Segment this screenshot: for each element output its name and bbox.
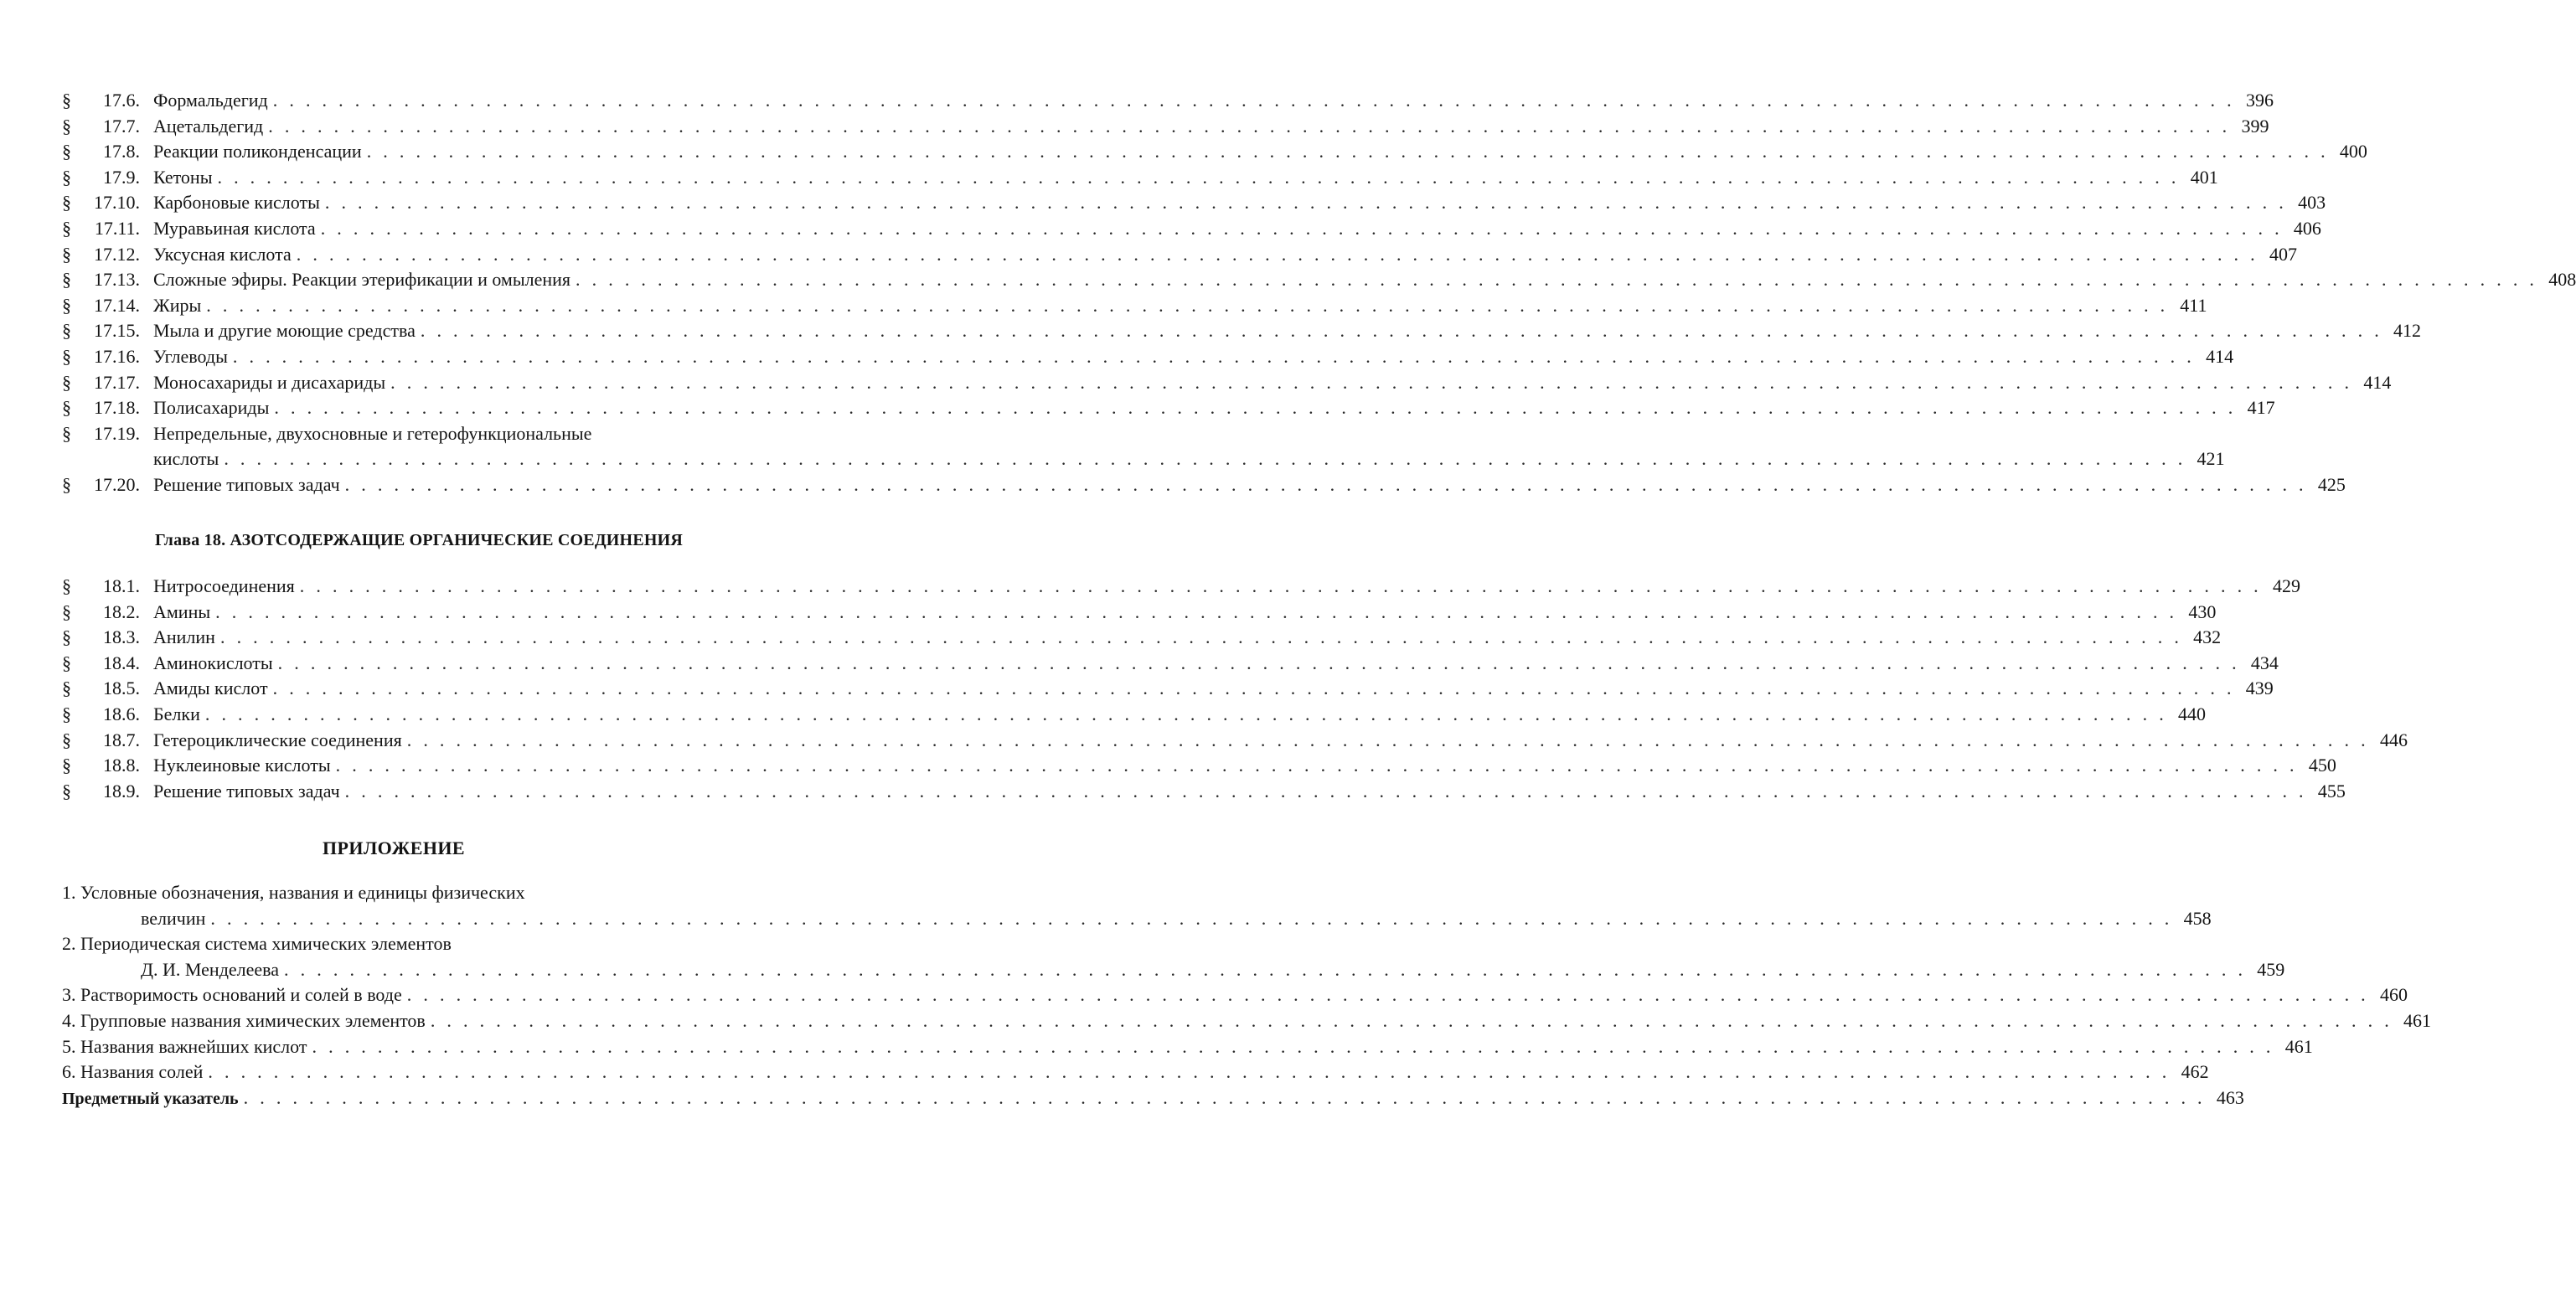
page-number: 421 [2197,448,2225,470]
dot-leader: . . . . . . . . . . . . . . . . . . . . . . . . . . . . . . . . . . . . . . . . . . . . . . . . . . . . . . . . . . . . . . . . . . . . . . . . . . . . . . . . . . . . . . . . . . . . . . . . . . . . . . . . . . . . . . . . . . . . . . . . [274,397,2237,419]
entry-title: Нуклеиновые кислоты [153,755,331,776]
dot-leader: . . . . . . . . . . . . . . . . . . . . . . . . . . . . . . . . . . . . . . . . . . . . . . . . . . . . . . . . . . . . . . . . . . . . . . . . . . . . . . . . . . . . . . . . . . . . . . . . . . . . . . . . . . . . . . . . . . . . . . . . [420,320,2383,342]
section-num: 17.6. [103,90,140,111]
section-num: 17.20. [94,473,140,495]
appendix-heading: ПРИЛОЖЕНИЕ [323,838,465,858]
section-number [62,344,140,370]
page-number: 407 [2269,243,2297,265]
page-number: 403 [2298,192,2326,214]
dot-leader: . . . . . . . . . . . . . . . . . . . . . . . . . . . . . . . . . . . . . . . . . . . . . . . . . . . . . . . . . . . . . . . . . . . . . . . . . . . . . . . . . . . . . . . . . . . . . . . . . . . . . . . . . . . . . . . . . . . . . . . . [576,269,2538,291]
dot-leader: . . . . . . . . . . . . . . . . . . . . . . . . . . . . . . . . . . . . . . . . . . . . . . . . . . . . . . . . . . . . . . . . . . . . . . . . . . . . . . . . . . . . . . . . . . . . . . . . . . . . . . . . . . . . . . . . . . . . . . . . [312,1035,2274,1057]
toc-entry [62,370,2392,396]
appendix-entry [62,1034,2313,1060]
section-sign: § [62,575,71,596]
toc-entry [62,88,2274,114]
entry-title: Сложные эфиры. Реакции этерификации и омыления [153,269,571,291]
entry-title: Нитросоединения [153,575,295,596]
section-number [62,165,140,191]
section-number [62,779,140,805]
appendix-entry [62,880,724,906]
page-number: 411 [2180,294,2207,316]
entry-title: Мыла и другие моющие средства [153,320,416,342]
dot-leader: . . . . . . . . . . . . . . . . . . . . . . . . . . . . . . . . . . . . . . . . . . . . . . . . . . . . . . . . . . . . . . . . . . . . . . . . . . . . . . . . . . . . . . . . . . . . . . . . . . . . . . . . . . . . . . . . . . . . . . . . [406,729,2369,750]
section-sign: § [62,115,71,137]
dot-leader: . . . . . . . . . . . . . . . . . . . . . . . . . . . . . . . . . . . . . . . . . . . . . . . . . . . . . . . . . . . . . . . . . . . . . . . . . . . . . . . . . . . . . . . . . . . . . . . . . . . . . . . . . . . . . . . . . . . . . . . . [299,575,2262,596]
toc-entry [62,600,2217,626]
page-number: 414 [2206,345,2234,367]
section-num: 17.8. [103,141,140,162]
toc-entry [62,139,2367,165]
entry-title: Полисахариды [153,397,270,419]
page-number: 399 [2241,115,2269,137]
section-num: 18.9. [103,780,140,801]
page-number: 458 [2183,907,2212,929]
toc-entry [62,728,2408,754]
section-num: 17.10. [94,192,140,214]
page-number: 406 [2293,217,2321,239]
dot-leader: . . . . . . . . . . . . . . . . . . . . . . . . . . . . . . . . . . . . . . . . . . . . . . . . . . . . . . . . . . . . . . . . . . . . . . . . . . . . . . . . . . . . . . . . . . . . . . . . . . . . . . . . . . . . . . . . . . . . . . . . [217,166,2180,188]
toc-entry [62,344,2234,370]
section-number [62,216,140,242]
toc-entry [62,318,2422,344]
appendix-title: 3. Растворимость оснований и солей в воде [62,984,402,1006]
dot-leader: . . . . . . . . . . . . . . . . . . . . . . . . . . . . . . . . . . . . . . . . . . . . . . . . . . . . . . . . . . . . . . . . . . . . . . . . . . . . . . . . . . . . . . . . . . . . . . . . . . . . . . . . . . . . . . . . . . . . . . . . [277,652,2240,673]
section-number [62,472,140,498]
page-number: 414 [2363,371,2392,393]
section-num: 17.18. [94,397,140,419]
dot-leader: . . . . . . . . . . . . . . . . . . . . . . . . . . . . . . . . . . . . . . . . . . . . . . . . . . . . . . . . . . . . . . . . . . . . . . . . . . . . . . . . . . . . . . . . . . . . . . . . . . . . . . . . . . . . . . . . . . . . . . . . [296,243,2259,265]
appendix-entry [62,1059,2209,1085]
section-number [62,625,140,651]
section-num: 18.6. [103,703,140,724]
toc-entry [62,267,2576,293]
page-number: 439 [2245,678,2274,699]
page-number: 401 [2190,166,2218,188]
section-sign: § [62,217,71,239]
page-number: 462 [2181,1061,2209,1083]
page-number: 450 [2308,755,2336,776]
page-number: 425 [2317,473,2346,495]
entry-title: Карбоновые кислоты [153,192,320,214]
appendix-title: 5. Названия важнейших кислот [62,1035,307,1057]
entry-title: Решение типовых задач [153,473,340,495]
section-sign: § [62,703,71,724]
entry-title: Амины [153,600,211,622]
toc-entry [62,625,2222,651]
section-num: 18.4. [103,652,140,673]
section-number [62,702,140,728]
dot-leader: . . . . . . . . . . . . . . . . . . . . . . . . . . . . . . . . . . . . . . . . . . . . . . . . . . . . . . . . . . . . . . . . . . . . . . . . . . . . . . . . . . . . . . . . . . . . . . . . . . . . . . . . . . . . . . . . . . . . . . . . [344,780,2307,801]
toc-entry [62,190,2326,216]
section-num: 18.3. [103,626,140,648]
toc-entry [62,753,2336,779]
section-number [62,190,140,216]
section-num: 18.1. [103,575,140,596]
page-number: 463 [2216,1086,2244,1108]
entry-title: Белки [153,703,200,724]
section-number [62,395,140,421]
dot-leader: . . . . . . . . . . . . . . . . . . . . . . . . . . . . . . . . . . . . . . . . . . . . . . . . . . . . . . . . . . . . . . . . . . . . . . . . . . . . . . . . . . . . . . . . . . . . . . . . . . . . . . . . . . . . . . . . . . . . . . . . [335,755,2298,776]
dot-leader: . . . . . . . . . . . . . . . . . . . . . . . . . . . . . . . . . . . . . . . . . . . . . . . . . . . . . . . . . . . . . . . . . . . . . . . . . . . . . . . . . . . . . . . . . . . . . . . . . . . . . . . . . . . . . . . . . . . . . . . . [390,371,2353,393]
appendix-title-continued: величин [141,907,206,929]
section-sign: § [62,626,71,648]
section-num: 17.17. [94,371,140,393]
toc-entry-continuation [62,446,2225,472]
entry-title: Аминокислоты [153,652,273,673]
page-number: 440 [2178,703,2207,724]
appendix-title: 1. Условные обозначения, названия и единицы физических [62,882,525,903]
appendix-entry-continuation [62,906,2212,932]
appendix-entry [62,1008,2432,1034]
section-num: 17.13. [94,269,140,291]
section-sign: § [62,780,71,801]
section-num: 18.2. [103,600,140,622]
chapter-18-heading: Глава 18. АЗОТСОДЕРЖАЩИЕ ОРГАНИЧЕСКИЕ СОЕДИНЕНИЯ [154,531,684,549]
toc-chapter-18 [62,574,2408,804]
section-sign: § [62,422,71,444]
section-num: 17.14. [94,294,140,316]
toc-section-17 [62,88,2576,498]
appendix-entry-continuation [62,957,2285,983]
section-sign: § [62,320,71,342]
entry-title: Кетоны [153,166,213,188]
page-number: 408 [2548,269,2576,291]
section-num: 18.8. [103,755,140,776]
section-number [62,370,140,396]
section-number [62,139,140,165]
section-num: 18.5. [103,678,140,699]
page-number: 412 [2393,320,2422,342]
toc-entry [62,114,2269,140]
page-number: 461 [2284,1035,2313,1057]
section-num: 17.7. [103,115,140,137]
dot-leader: . . . . . . . . . . . . . . . . . . . . . . . . . . . . . . . . . . . . . . . . . . . . . . . . . . . . . . . . . . . . . . . . . . . . . . . . . . . . . . . . . . . . . . . . . . . . . . . . . . . . . . . . . . . . . . . . . . . . . . . . [284,958,2247,980]
section-num: 17.15. [94,320,140,342]
section-number [62,651,140,677]
dot-leader: . . . . . . . . . . . . . . . . . . . . . . . . . . . . . . . . . . . . . . . . . . . . . . . . . . . . . . . . . . . . . . . . . . . . . . . . . . . . . . . . . . . . . . . . . . . . . . . . . . . . . . . . . . . . . . . . . . . . . . . . [224,448,2186,470]
entry-title: Жиры [153,294,202,316]
section-num: 18.7. [103,729,140,750]
entry-title: Моносахариды и дисахариды [153,371,386,393]
toc-entry [62,165,2218,191]
dot-leader: . . . . . . . . . . . . . . . . . . . . . . . . . . . . . . . . . . . . . . . . . . . . . . . . . . . . . . . . . . . . . . . . . . . . . . . . . . . . . . . . . . . . . . . . . . . . . . . . . . . . . . . . . . . . . . . . . . . . . . . . [215,600,2178,622]
page-number: 455 [2317,780,2346,801]
section-sign: § [62,192,71,214]
toc-entry [62,421,724,447]
section-sign: § [62,371,71,393]
subject-index-title: Предметный указатель [62,1089,239,1108]
section-number [62,574,140,600]
entry-title: Решение типовых задач [153,780,340,801]
toc-entry [62,779,2346,805]
page-number: 429 [2272,575,2300,596]
appendix-title-continued: Д. И. Менделеева [141,958,280,980]
toc-appendix [62,880,2432,1111]
dot-leader: . . . . . . . . . . . . . . . . . . . . . . . . . . . . . . . . . . . . . . . . . . . . . . . . . . . . . . . . . . . . . . . . . . . . . . . . . . . . . . . . . . . . . . . . . . . . . . . . . . . . . . . . . . . . . . . . . . . . . . . . [204,703,2168,724]
section-number [62,267,140,293]
appendix-title: 2. Периодическая система химических элементов [62,933,452,955]
section-number [62,600,140,626]
section-sign: § [62,678,71,699]
entry-title: Уксусная кислота [153,243,292,265]
section-num: 17.9. [103,166,140,188]
entry-title: Амиды кислот [153,678,268,699]
section-num: 17.16. [94,345,140,367]
entry-title: Углеводы [153,345,228,367]
entry-title: Непредельные, двухосновные и гетерофункциональные [153,422,592,444]
section-sign: § [62,166,71,188]
dot-leader: . . . . . . . . . . . . . . . . . . . . . . . . . . . . . . . . . . . . . . . . . . . . . . . . . . . . . . . . . . . . . . . . . . . . . . . . . . . . . . . . . . . . . . . . . . . . . . . . . . . . . . . . . . . . . . . . . . . . . . . . [430,1009,2393,1031]
section-sign: § [62,652,71,673]
dot-leader: . . . . . . . . . . . . . . . . . . . . . . . . . . . . . . . . . . . . . . . . . . . . . . . . . . . . . . . . . . . . . . . . . . . . . . . . . . . . . . . . . . . . . . . . . . . . . . . . . . . . . . . . . . . . . . . . . . . . . . . . [208,1061,2171,1083]
section-sign: § [62,473,71,495]
section-sign: § [62,243,71,265]
section-number [62,88,140,114]
dot-leader: . . . . . . . . . . . . . . . . . . . . . . . . . . . . . . . . . . . . . . . . . . . . . . . . . . . . . . . . . . . . . . . . . . . . . . . . . . . . . . . . . . . . . . . . . . . . . . . . . . . . . . . . . . . . . . . . . . . . . . . . [320,217,2283,239]
section-sign: § [62,729,71,750]
section-number [62,293,140,319]
appendix-entry [62,982,2408,1008]
dot-leader: . . . . . . . . . . . . . . . . . . . . . . . . . . . . . . . . . . . . . . . . . . . . . . . . . . . . . . . . . . . . . . . . . . . . . . . . . . . . . . . . . . . . . . . . . . . . . . . . . . . . . . . . . . . . . . . . . . . . . . . . [272,90,2235,111]
dot-leader: . . . . . . . . . . . . . . . . . . . . . . . . . . . . . . . . . . . . . . . . . . . . . . . . . . . . . . . . . . . . . . . . . . . . . . . . . . . . . . . . . . . . . . . . . . . . . . . . . . . . . . . . . . . . . . . . . . . . . . . . [219,626,2183,648]
section-sign: § [62,345,71,367]
appendix-title: 4. Групповые названия химических элементов [62,1009,426,1031]
appendix-title: 6. Названия солей [62,1061,204,1083]
section-sign: § [62,141,71,162]
section-num: 17.19. [94,422,140,444]
page-number: 417 [2247,397,2275,419]
page-number: 430 [2188,600,2217,622]
section-num: 17.12. [94,243,140,265]
dot-leader: . . . . . . . . . . . . . . . . . . . . . . . . . . . . . . . . . . . . . . . . . . . . . . . . . . . . . . . . . . . . . . . . . . . . . . . . . . . . . . . . . . . . . . . . . . . . . . . . . . . . . . . . . . . . . . . . . . . . . . . . [232,345,2196,367]
page-number: 432 [2193,626,2222,648]
page-number: 460 [2379,984,2408,1006]
entry-title-continued: кислоты [153,448,219,470]
toc-entry [62,676,2274,702]
section-number [62,318,140,344]
section-sign: § [62,600,71,622]
dot-leader: . . . . . . . . . . . . . . . . . . . . . . . . . . . . . . . . . . . . . . . . . . . . . . . . . . . . . . . . . . . . . . . . . . . . . . . . . . . . . . . . . . . . . . . . . . . . . . . . . . . . . . . . . . . . . . . . . . . . . . . . [206,294,2169,316]
entry-title: Реакции поликонденсации [153,141,362,162]
toc-entry [62,472,2346,498]
dot-leader: . . . . . . . . . . . . . . . . . . . . . . . . . . . . . . . . . . . . . . . . . . . . . . . . . . . . . . . . . . . . . . . . . . . . . . . . . . . . . . . . . . . . . . . . . . . . . . . . . . . . . . . . . . . . . . . . . . . . . . . . [272,678,2235,699]
section-num: 17.11. [94,217,140,239]
subject-index-entry [62,1085,2244,1111]
page-number: 434 [2250,652,2279,673]
section-sign: § [62,755,71,776]
dot-leader: . . . . . . . . . . . . . . . . . . . . . . . . . . . . . . . . . . . . . . . . . . . . . . . . . . . . . . . . . . . . . . . . . . . . . . . . . . . . . . . . . . . . . . . . . . . . . . . . . . . . . . . . . . . . . . . . . . . . . . . . [210,907,2173,929]
dot-leader: . . . . . . . . . . . . . . . . . . . . . . . . . . . . . . . . . . . . . . . . . . . . . . . . . . . . . . . . . . . . . . . . . . . . . . . . . . . . . . . . . . . . . . . . . . . . . . . . . . . . . . . . . . . . . . . . . . . . . . . . [243,1086,2206,1108]
dot-leader: . . . . . . . . . . . . . . . . . . . . . . . . . . . . . . . . . . . . . . . . . . . . . . . . . . . . . . . . . . . . . . . . . . . . . . . . . . . . . . . . . . . . . . . . . . . . . . . . . . . . . . . . . . . . . . . . . . . . . . . . [406,984,2369,1006]
section-number [62,114,140,140]
section-sign: § [62,397,71,419]
section-sign: § [62,269,71,291]
section-sign: § [62,294,71,316]
page-number: 459 [2257,958,2285,980]
section-number [62,753,140,779]
toc-entry [62,702,2207,728]
entry-title: Гетероциклические соединения [153,729,402,750]
appendix-entry [62,931,724,957]
entry-title: Анилин [153,626,215,648]
page-number: 396 [2245,90,2274,111]
toc-entry [62,242,2297,268]
toc-entry [62,293,2207,319]
section-number [62,242,140,268]
dot-leader: . . . . . . . . . . . . . . . . . . . . . . . . . . . . . . . . . . . . . . . . . . . . . . . . . . . . . . . . . . . . . . . . . . . . . . . . . . . . . . . . . . . . . . . . . . . . . . . . . . . . . . . . . . . . . . . . . . . . . . . . [344,473,2307,495]
section-number [62,421,140,447]
toc-entry [62,395,2275,421]
section-number [62,676,140,702]
section-sign: § [62,90,71,111]
entry-title: Муравьиная кислота [153,217,316,239]
dot-leader: . . . . . . . . . . . . . . . . . . . . . . . . . . . . . . . . . . . . . . . . . . . . . . . . . . . . . . . . . . . . . . . . . . . . . . . . . . . . . . . . . . . . . . . . . . . . . . . . . . . . . . . . . . . . . . . . . . . . . . . . [366,141,2329,162]
toc-entry [62,574,2300,600]
section-number [62,728,140,754]
page-number: 446 [2379,729,2408,750]
dot-leader: . . . . . . . . . . . . . . . . . . . . . . . . . . . . . . . . . . . . . . . . . . . . . . . . . . . . . . . . . . . . . . . . . . . . . . . . . . . . . . . . . . . . . . . . . . . . . . . . . . . . . . . . . . . . . . . . . . . . . . . . [324,192,2288,214]
toc-entry [62,216,2321,242]
page-number: 400 [2339,141,2367,162]
entry-title: Формальдегид [153,90,268,111]
dot-leader: . . . . . . . . . . . . . . . . . . . . . . . . . . . . . . . . . . . . . . . . . . . . . . . . . . . . . . . . . . . . . . . . . . . . . . . . . . . . . . . . . . . . . . . . . . . . . . . . . . . . . . . . . . . . . . . . . . . . . . . . [268,115,2231,137]
entry-title: Ацетальдегид [153,115,264,137]
toc-entry [62,651,2279,677]
page-number: 461 [2403,1009,2432,1031]
